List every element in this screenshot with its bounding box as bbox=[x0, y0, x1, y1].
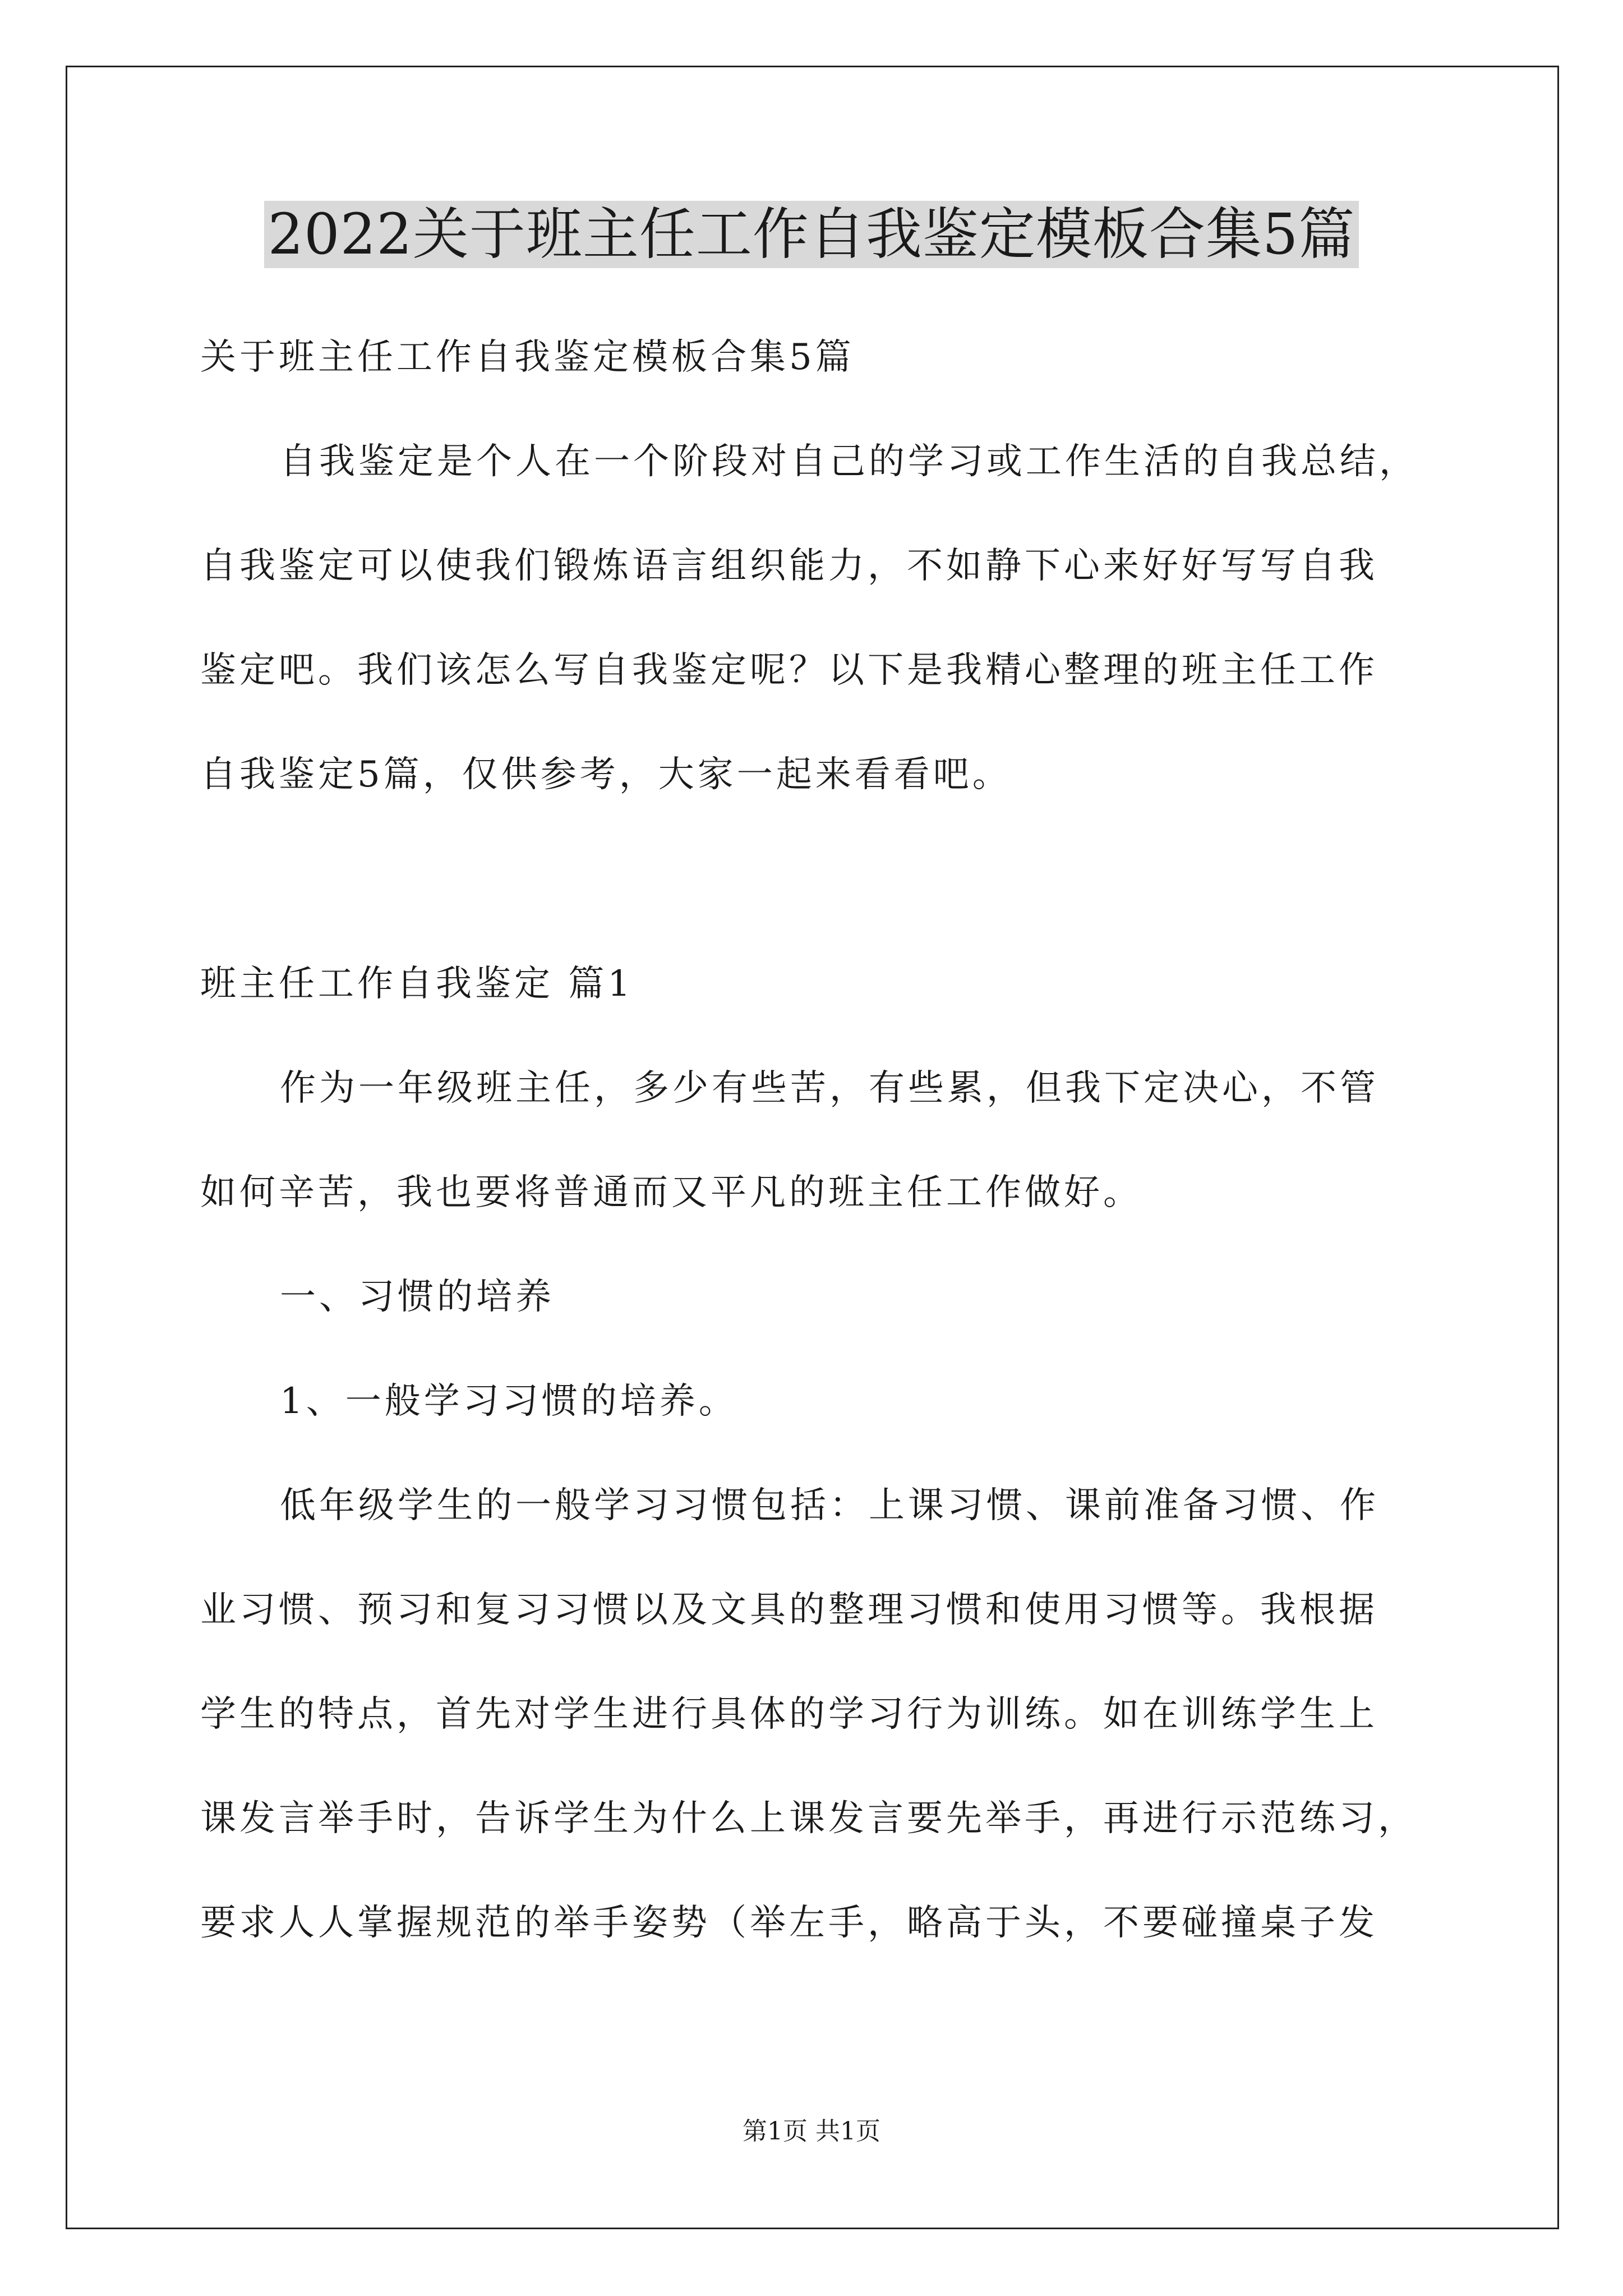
intro-line: 鉴定吧。我们该怎么写自我鉴定呢？以下是我精心整理的班主任工作 bbox=[200, 650, 1378, 691]
para2-line: 低年级学生的一般学习习惯包括：上课习惯、课前准备习惯、作 bbox=[280, 1485, 1379, 1526]
page-number: 第1页 共1页 bbox=[743, 2117, 880, 2146]
heading-general-habits: 1、一般学习习惯的培养。 bbox=[280, 1381, 738, 1422]
document-title bbox=[0, 201, 1623, 268]
document-subtitle: 关于班主任工作自我鉴定模板合集5篇 bbox=[200, 337, 855, 378]
document-title-text: 2022关于班主任工作自我鉴定模板合集5篇 bbox=[264, 201, 1358, 268]
para2-line: 课发言举手时，告诉学生为什么上课发言要先举手，再进行示范练习， bbox=[200, 1798, 1417, 1839]
intro-line: 自我鉴定可以使我们锻炼语言组织能力，不如静下心来好好写写自我 bbox=[200, 545, 1378, 587]
page-footer bbox=[0, 2115, 1623, 2148]
intro-line: 自我鉴定是个人在一个阶段对自己的学习或工作生活的自我总结， bbox=[280, 441, 1418, 482]
para1-line: 作为一年级班主任，多少有些苦，有些累，但我下定决心，不管 bbox=[280, 1068, 1379, 1109]
para1-line: 如何辛苦，我也要将普通而又平凡的班主任工作做好。 bbox=[200, 1172, 1142, 1213]
para2-line: 要求人人掌握规范的举手姿势（举左手，略高于头，不要碰撞桌子发 bbox=[200, 1902, 1378, 1944]
para2-line: 业习惯、预习和复习习惯以及文具的整理习惯和使用习惯等。我根据 bbox=[200, 1589, 1378, 1631]
section-heading: 班主任工作自我鉴定 篇1 bbox=[200, 963, 634, 1005]
heading-habits: 一、习惯的培养 bbox=[280, 1276, 555, 1318]
para2-line: 学生的特点，首先对学生进行具体的学习行为训练。如在训练学生上 bbox=[200, 1694, 1378, 1735]
intro-line: 自我鉴定5篇，仅供参考，大家一起来看看吧。 bbox=[200, 754, 1012, 795]
document-body bbox=[200, 303, 1423, 1949]
